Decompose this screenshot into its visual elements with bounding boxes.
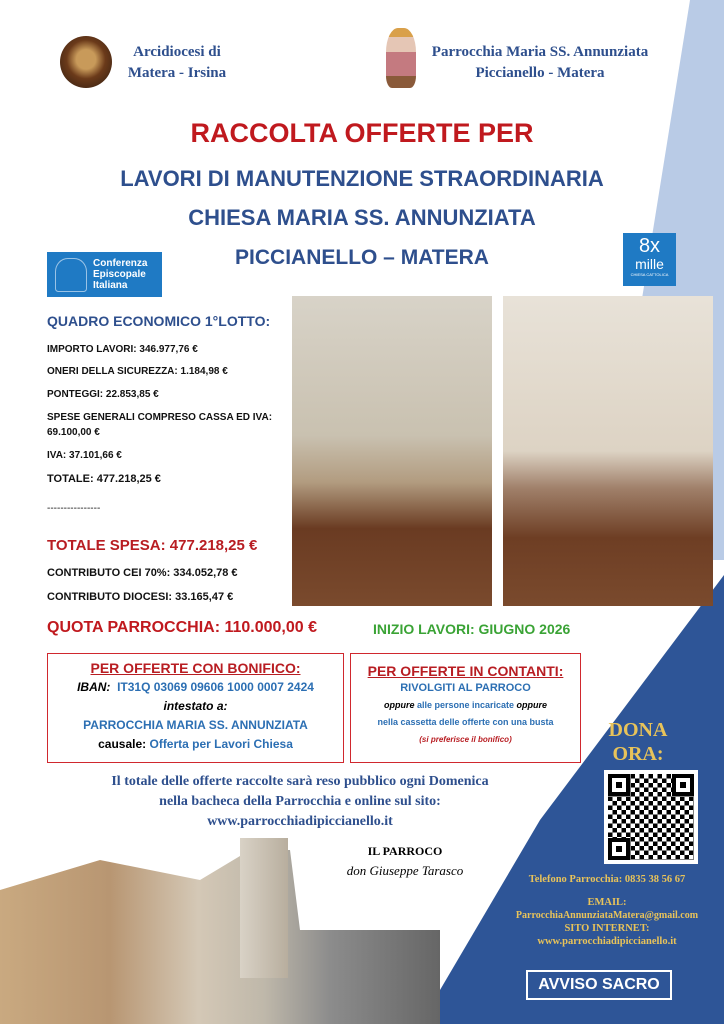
mille-text: mille: [635, 256, 664, 272]
title-line1: RACCOLTA OFFERTE PER: [190, 118, 534, 148]
parish-line2: Piccianello - Matera: [475, 65, 605, 81]
parroco: [330, 842, 480, 880]
contanti-line3: nella cassetta delle offerte con una busta: [377, 717, 554, 727]
title-line3: CHIESA MARIA SS. ANNUNZIATA: [188, 205, 536, 230]
separator: ----------------: [47, 503, 101, 514]
phone: Telefono Parrocchia: 0835 38 56 67: [528, 874, 686, 885]
madonna-statue-image: [386, 28, 416, 88]
bell-tower: [240, 838, 288, 978]
parroco-name: don Giuseppe Tarasco: [346, 863, 464, 878]
quota-parrocchia: QUOTA PARROCCHIA: 110.000,00 €: [47, 619, 318, 636]
qr-finder: [672, 774, 694, 796]
contanti-text: alle persone incaricate: [416, 700, 515, 710]
diocese-name: [112, 42, 242, 84]
causale-row: [48, 735, 343, 754]
otto-per-mille-logo: [623, 233, 676, 286]
inizio-lavori: INIZIO LAVORI: GIUGNO 2026: [373, 621, 571, 637]
notice-line1: Il totale delle offerte raccolte sarà reso pubblico ogni Domenica: [111, 774, 489, 789]
cost-item: ONERI DELLA SICUREZZA: 1.184,98 €: [47, 366, 228, 377]
site-label: SITO INTERNET:: [564, 923, 650, 934]
diocese-line1: Arcidiocesi di: [133, 44, 221, 60]
cost-total: TOTALE: 477.218,25 €: [47, 473, 161, 485]
totale-spesa: TOTALE SPESA: 477.218,25 €: [47, 537, 258, 554]
cost-item: IMPORTO LAVORI: 346.977,76 €: [47, 344, 198, 355]
cost-item: PONTEGGI: 22.853,85 €: [47, 389, 159, 400]
church-interior-photo-2: [503, 296, 713, 606]
oppure-text: oppure: [516, 700, 548, 710]
notice-website[interactable]: www.parrocchiadipiccianello.it: [207, 814, 393, 829]
intestato-label: intestato a:: [163, 699, 228, 713]
parish-line1: Parrocchia Maria SS. Annunziata: [431, 44, 649, 60]
dona-line1: DONA: [608, 719, 668, 741]
dona-ora: [598, 718, 678, 766]
otto-text: 8x: [638, 235, 661, 257]
email[interactable]: ParrocchiaAnnunziataMatera@gmail.com: [515, 910, 699, 921]
title-line2: LAVORI DI MANUTENZIONE STRAORDINARIA: [120, 166, 604, 191]
chiesa-text: CHIESA CATTOLICA: [630, 272, 669, 277]
oppure-text: oppure: [383, 700, 415, 710]
bonifico-box: [47, 653, 344, 763]
diocese-icon-image: [60, 36, 112, 88]
iban-row: [48, 678, 343, 697]
contanti-note: (si preferisce il bonifico): [419, 735, 512, 744]
qr-finder: [608, 838, 630, 860]
qr-code[interactable]: [604, 770, 698, 864]
qr-finder: [608, 774, 630, 796]
contact-info: [490, 873, 724, 948]
parish-name: [420, 42, 660, 84]
notice-line2: nella bacheca della Parrocchia e online sul sito:: [159, 794, 441, 809]
avviso-sacro-badge: AVVISO SACRO: [526, 970, 672, 1000]
cost-item: IVA: 37.101,66 €: [47, 450, 122, 461]
email-label: EMAIL:: [587, 897, 627, 908]
quadro-heading: QUADRO ECONOMICO 1°LOTTO:: [47, 313, 271, 329]
contanti-box: [350, 653, 581, 763]
cei-text: Episcopale: [93, 269, 146, 280]
site[interactable]: www.parrocchiadipiccianello.it: [537, 936, 677, 947]
iban-label: IBAN:: [77, 680, 111, 694]
cost-item: 69.100,00 €: [47, 427, 100, 438]
cost-item: SPESE GENERALI COMPRESO CASSA ED IVA:: [47, 412, 273, 423]
parroco-title: IL PARROCO: [367, 844, 443, 858]
contanti-line1: RIVOLGITI AL PARROCO: [400, 682, 531, 694]
contanti-heading: PER OFFERTE IN CONTANTI:: [367, 663, 564, 679]
contributo-cei: CONTRIBUTO CEI 70%: 334.052,78 €: [47, 567, 238, 579]
dona-line2: ORA:: [612, 743, 664, 765]
cei-figure-icon: [55, 258, 87, 292]
diocese-line2: Matera - Irsina: [127, 65, 227, 81]
cei-text: Conferenza: [93, 258, 148, 269]
bonifico-heading: PER OFFERTE CON BONIFICO:: [90, 660, 301, 676]
contributo-diocesi: CONTRIBUTO DIOCESI: 33.165,47 €: [47, 591, 234, 603]
cei-logo: [47, 252, 162, 297]
cei-text: Italiana: [93, 280, 128, 291]
beneficiario: PARROCCHIA MARIA SS. ANNUNZIATA: [83, 718, 308, 732]
title-line4: PICCIANELLO – MATERA: [235, 246, 489, 269]
church-interior-photo-1: [292, 296, 492, 606]
causale-label: causale:: [98, 737, 147, 751]
notice: [70, 772, 530, 832]
iban-value[interactable]: IT31Q 03069 09606 1000 0007 2424: [117, 680, 314, 694]
contanti-line2: [351, 697, 580, 714]
causale-value: Offerta per Lavori Chiesa: [149, 737, 293, 751]
